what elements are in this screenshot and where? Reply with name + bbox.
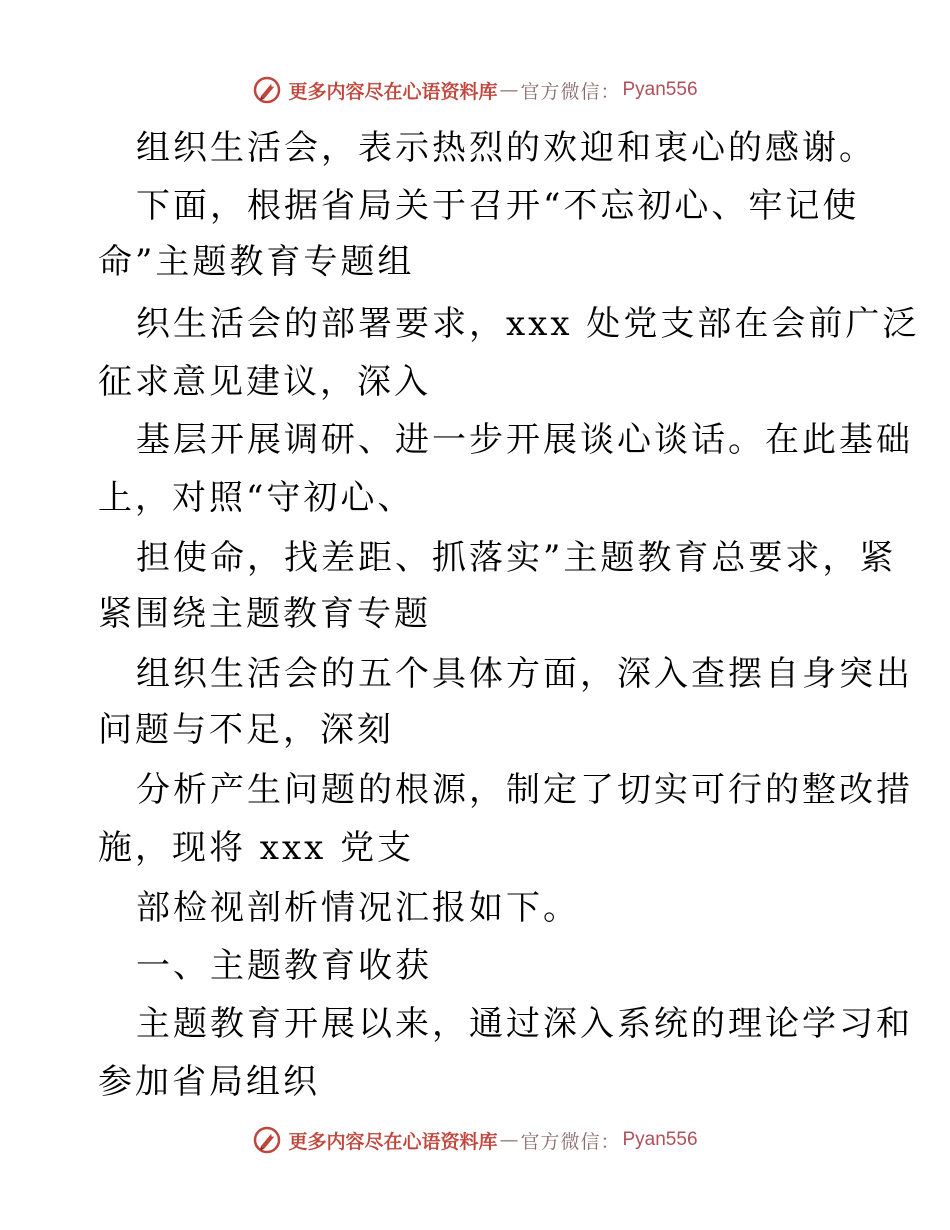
- text-line: 分析产生问题的根源，制定了切实可行的整改措: [136, 770, 913, 810]
- text-line: 征求意见建议，深入: [98, 362, 431, 402]
- text-line: 组织生活会，表示热烈的欢迎和衷心的感谢。: [136, 128, 876, 168]
- text-line: 问题与不足，深刻: [98, 710, 394, 750]
- banner-separator: —: [499, 1129, 519, 1151]
- text-line: 紧围绕主题教育专题: [98, 594, 431, 634]
- text-line: 基层开展调研、进一步开展谈心谈话。在此基础: [136, 420, 913, 460]
- text-line: 上，对照“守初心、: [98, 478, 415, 518]
- text-line: 部检视剖析情况汇报如下。: [136, 888, 580, 928]
- text-line: 命”主题教育专题组: [98, 242, 415, 282]
- banner-wechat-id: Pyan556: [622, 79, 698, 100]
- footer-banner: [0, 1120, 950, 1160]
- pen-logo-icon: [252, 1125, 282, 1155]
- text-line: 组织生活会的五个具体方面，深入查摆自身突出: [136, 654, 913, 694]
- text-line: 施，现将 xxx 党支: [98, 828, 415, 868]
- banner-title: 更多内容尽在心语资料库: [288, 80, 498, 103]
- text-line: 主题教育开展以来，通过深入系统的理论学习和: [136, 1004, 913, 1044]
- banner-wechat-label: 官方微信：: [520, 80, 621, 103]
- text-line: 织生活会的部署要求，xxx 处党支部在会前广泛: [136, 304, 920, 344]
- text-line: 担使命，找差距、抓落实”主题教育总要求，紧: [136, 538, 897, 578]
- pen-logo-icon: [252, 75, 282, 105]
- banner-separator: —: [499, 79, 519, 101]
- text-line: 参加省局组织: [98, 1062, 320, 1102]
- banner-wechat-id: Pyan556: [622, 1129, 698, 1150]
- banner-wechat-label: 官方微信：: [520, 1130, 621, 1153]
- banner-title: 更多内容尽在心语资料库: [288, 1130, 498, 1153]
- text-line: 下面，根据省局关于召开“不忘初心、牢记使: [136, 186, 860, 226]
- section-heading: 一、主题教育收获: [136, 946, 432, 986]
- header-banner: [0, 70, 950, 110]
